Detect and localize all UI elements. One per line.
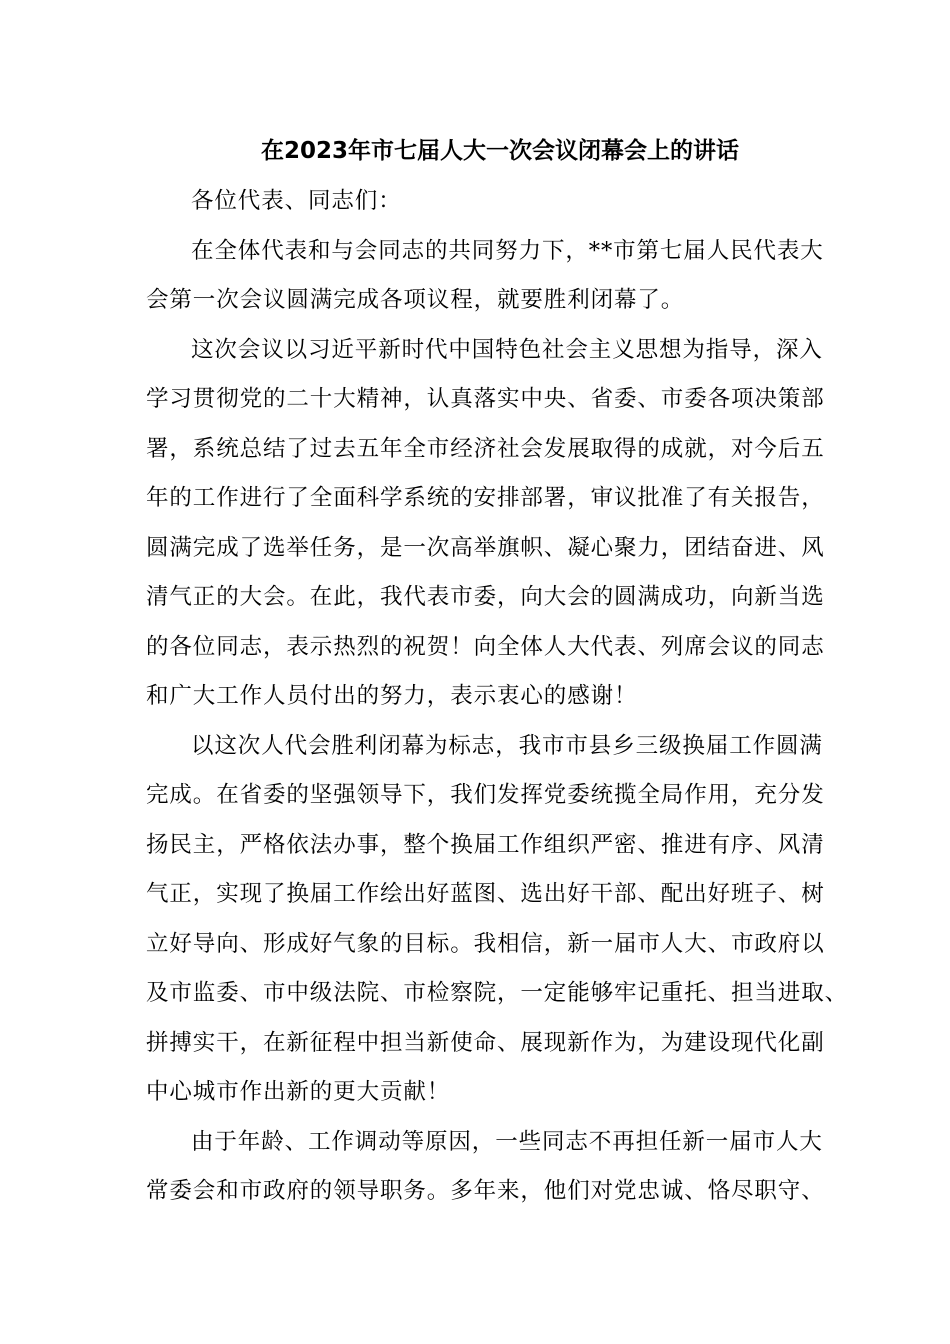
body-line: 常委会和市政府的领导职务。多年来，他们对党忠诚、恪尽职守、 xyxy=(146,1178,825,1204)
salutation-line: 各位代表、同志们： xyxy=(191,188,402,214)
body-line: 的各位同志，表示热烈的祝贺！向全体人大代表、列席会议的同志 xyxy=(146,633,825,660)
body-line: 以这次人代会胜利闭幕为标志，我市市县乡三级换届工作圆满 xyxy=(191,732,823,759)
document-title: 在2023年市七届人大一次会议闭幕会上的讲话 xyxy=(260,138,739,164)
body-line: 清气正的大会。在此，我代表市委，向大会的圆满成功，向新当选 xyxy=(146,584,825,610)
body-line: 完成。在省委的坚强领导下，我们发挥党委统揽全局作用，充分发 xyxy=(146,782,825,808)
body-line: 扬民主，严格依法办事，整个换届工作组织严密、推进有序、风清 xyxy=(146,831,825,858)
body-line: 学习贯彻党的二十大精神，认真落实中央、省委、市委各项决策部 xyxy=(146,386,825,412)
body-line: 圆满完成了选举任务，是一次高举旗帜、凝心聚力，团结奋进、风 xyxy=(146,534,825,561)
body-line: 会第一次会议圆满完成各项议程，就要胜利闭幕了。 xyxy=(146,287,685,313)
body-line: 署，系统总结了过去五年全市经济社会发展取得的成就，对今后五 xyxy=(146,435,825,462)
body-line: 年的工作进行了全面科学系统的安排部署，审议批准了有关报告， xyxy=(146,485,825,511)
body-line: 和广大工作人员付出的努力，表示衷心的感谢！ xyxy=(146,683,638,709)
body-line: 由于年龄、工作调动等原因，一些同志不再担任新一届市人大 xyxy=(191,1128,823,1155)
body-line: 中心城市作出新的更大贡献！ xyxy=(146,1079,451,1105)
body-line: 这次会议以习近平新时代中国特色社会主义思想为指导，深入 xyxy=(191,336,823,363)
body-line: 在全体代表和与会同志的共同努力下，**市第七届人民代表大 xyxy=(191,237,824,264)
body-line: 立好导向、形成好气象的目标。我相信，新一届市人大、市政府以 xyxy=(146,930,825,957)
document-body xyxy=(146,177,849,1217)
body-line: 拼搏实干，在新征程中担当新使命、展现新作为，为建设现代化副 xyxy=(146,1029,825,1056)
body-line: 及市监委、市中级法院、市检察院，一定能够牢记重托、担当进取、 xyxy=(146,980,849,1006)
body-line: 气正，实现了换届工作绘出好蓝图、选出好干部、配出好班子、树 xyxy=(146,881,825,907)
